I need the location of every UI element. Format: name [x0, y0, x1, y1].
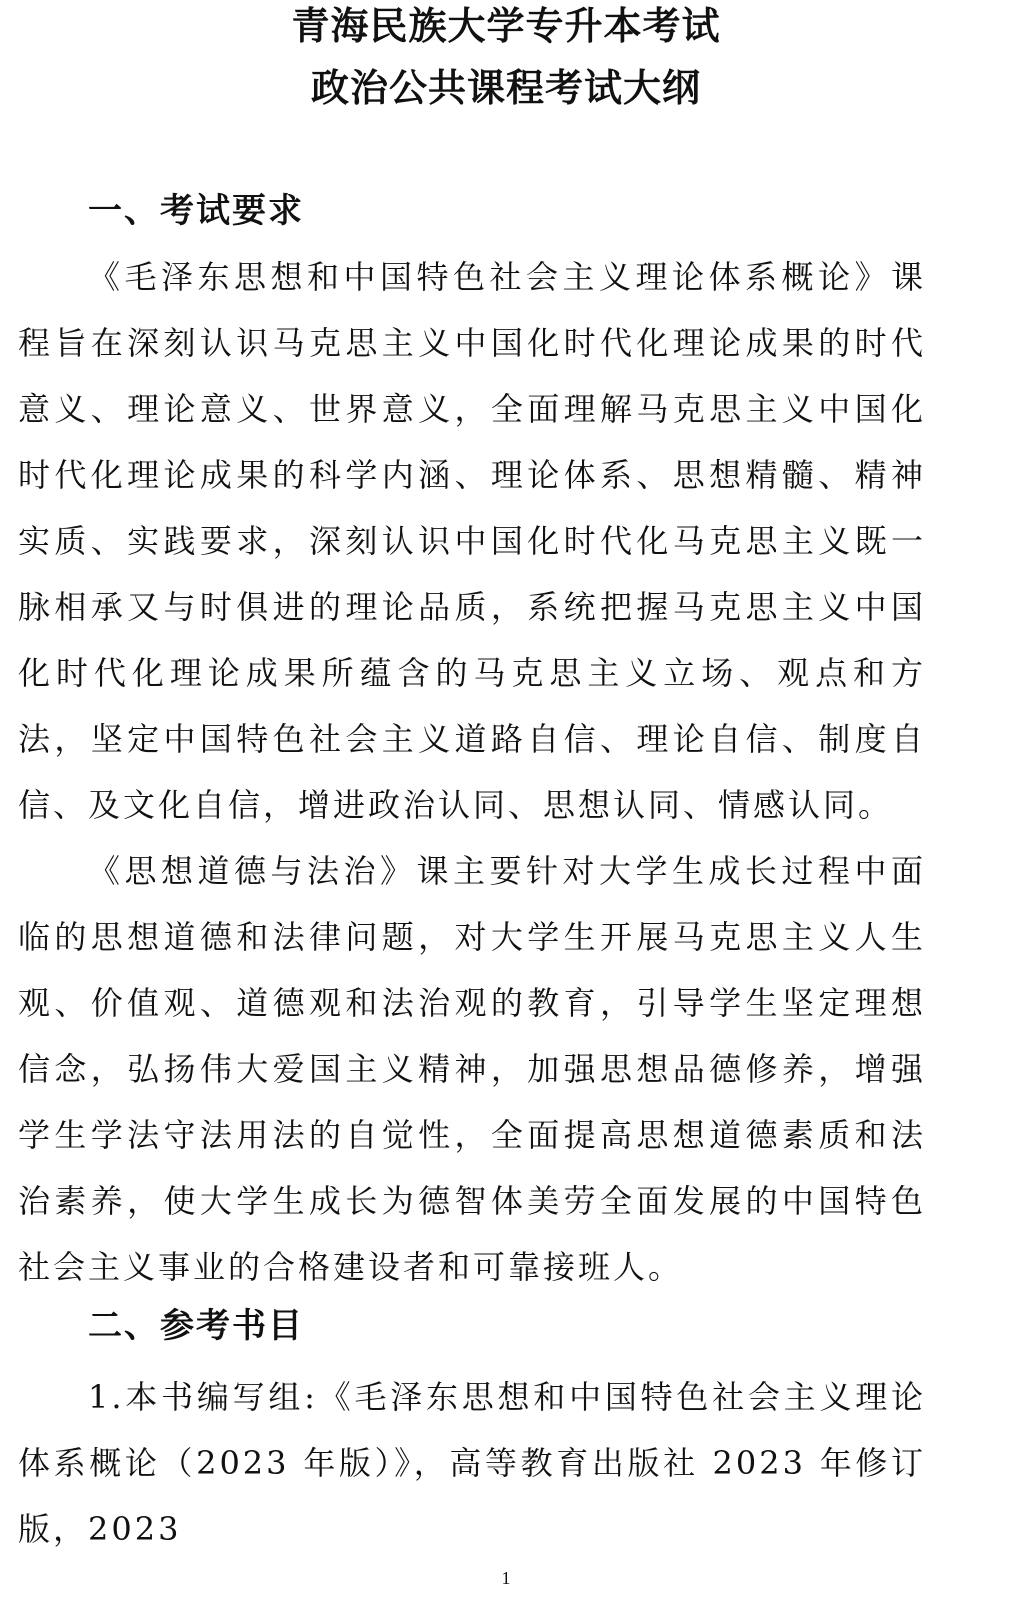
document-title-line-1: 青海民族大学专升本考试: [291, 4, 721, 48]
paragraph-mao-thought-course: 《毛泽东思想和中国特色社会主义理论体系概论》课程旨在深刻认识马克思主义中国化时代化理论成果的时代意义、理论意义、世界意义，全面理解马克思主义中国化时代化理论成果的科学内涵、理论体系、思想精髓、精神实质、实践要求，深刻认识中国化时代化马克思主义既一脉相承又与时俱进的理论品质，系统把握马克思主义中国化时代化理论成果所蕴含的马克思主义立场、观点和方法，坚定中国特色社会主义道路自信、理论自信、制度自信、及文化自信，增进政治认同、思想认同、情感认同。: [18, 258, 926, 824]
document-title-line-2: 政治公共课程考试大纲: [310, 66, 701, 110]
paragraph-morality-and-law-course: 《思想道德与法治》课主要针对大学生成长过程中面临的思想道德和法律问题，对大学生开展马克思主义人生观、价值观、道德观和法治观的教育，引导学生坚定理想信念，弘扬伟大爱国主义精神，加强思想品德修养，增强学生学法守法用法的自觉性，全面提高思想道德素质和法治素养，使大学生成长为德智体美劳全面发展的中国特色社会主义事业的合格建设者和可靠接班人。: [18, 852, 926, 1286]
page-number: 1: [501, 1568, 511, 1588]
reference-book-item-1: 1.本书编写组:《毛泽东思想和中国特色社会主义理论体系概论（2023 年版）》，高等教育出版社 2023 年修订版，2023: [18, 1378, 926, 1548]
section-heading-exam-requirements: 一、考试要求: [88, 191, 304, 231]
section-heading-reference-books: 二、参考书目: [88, 1306, 304, 1346]
